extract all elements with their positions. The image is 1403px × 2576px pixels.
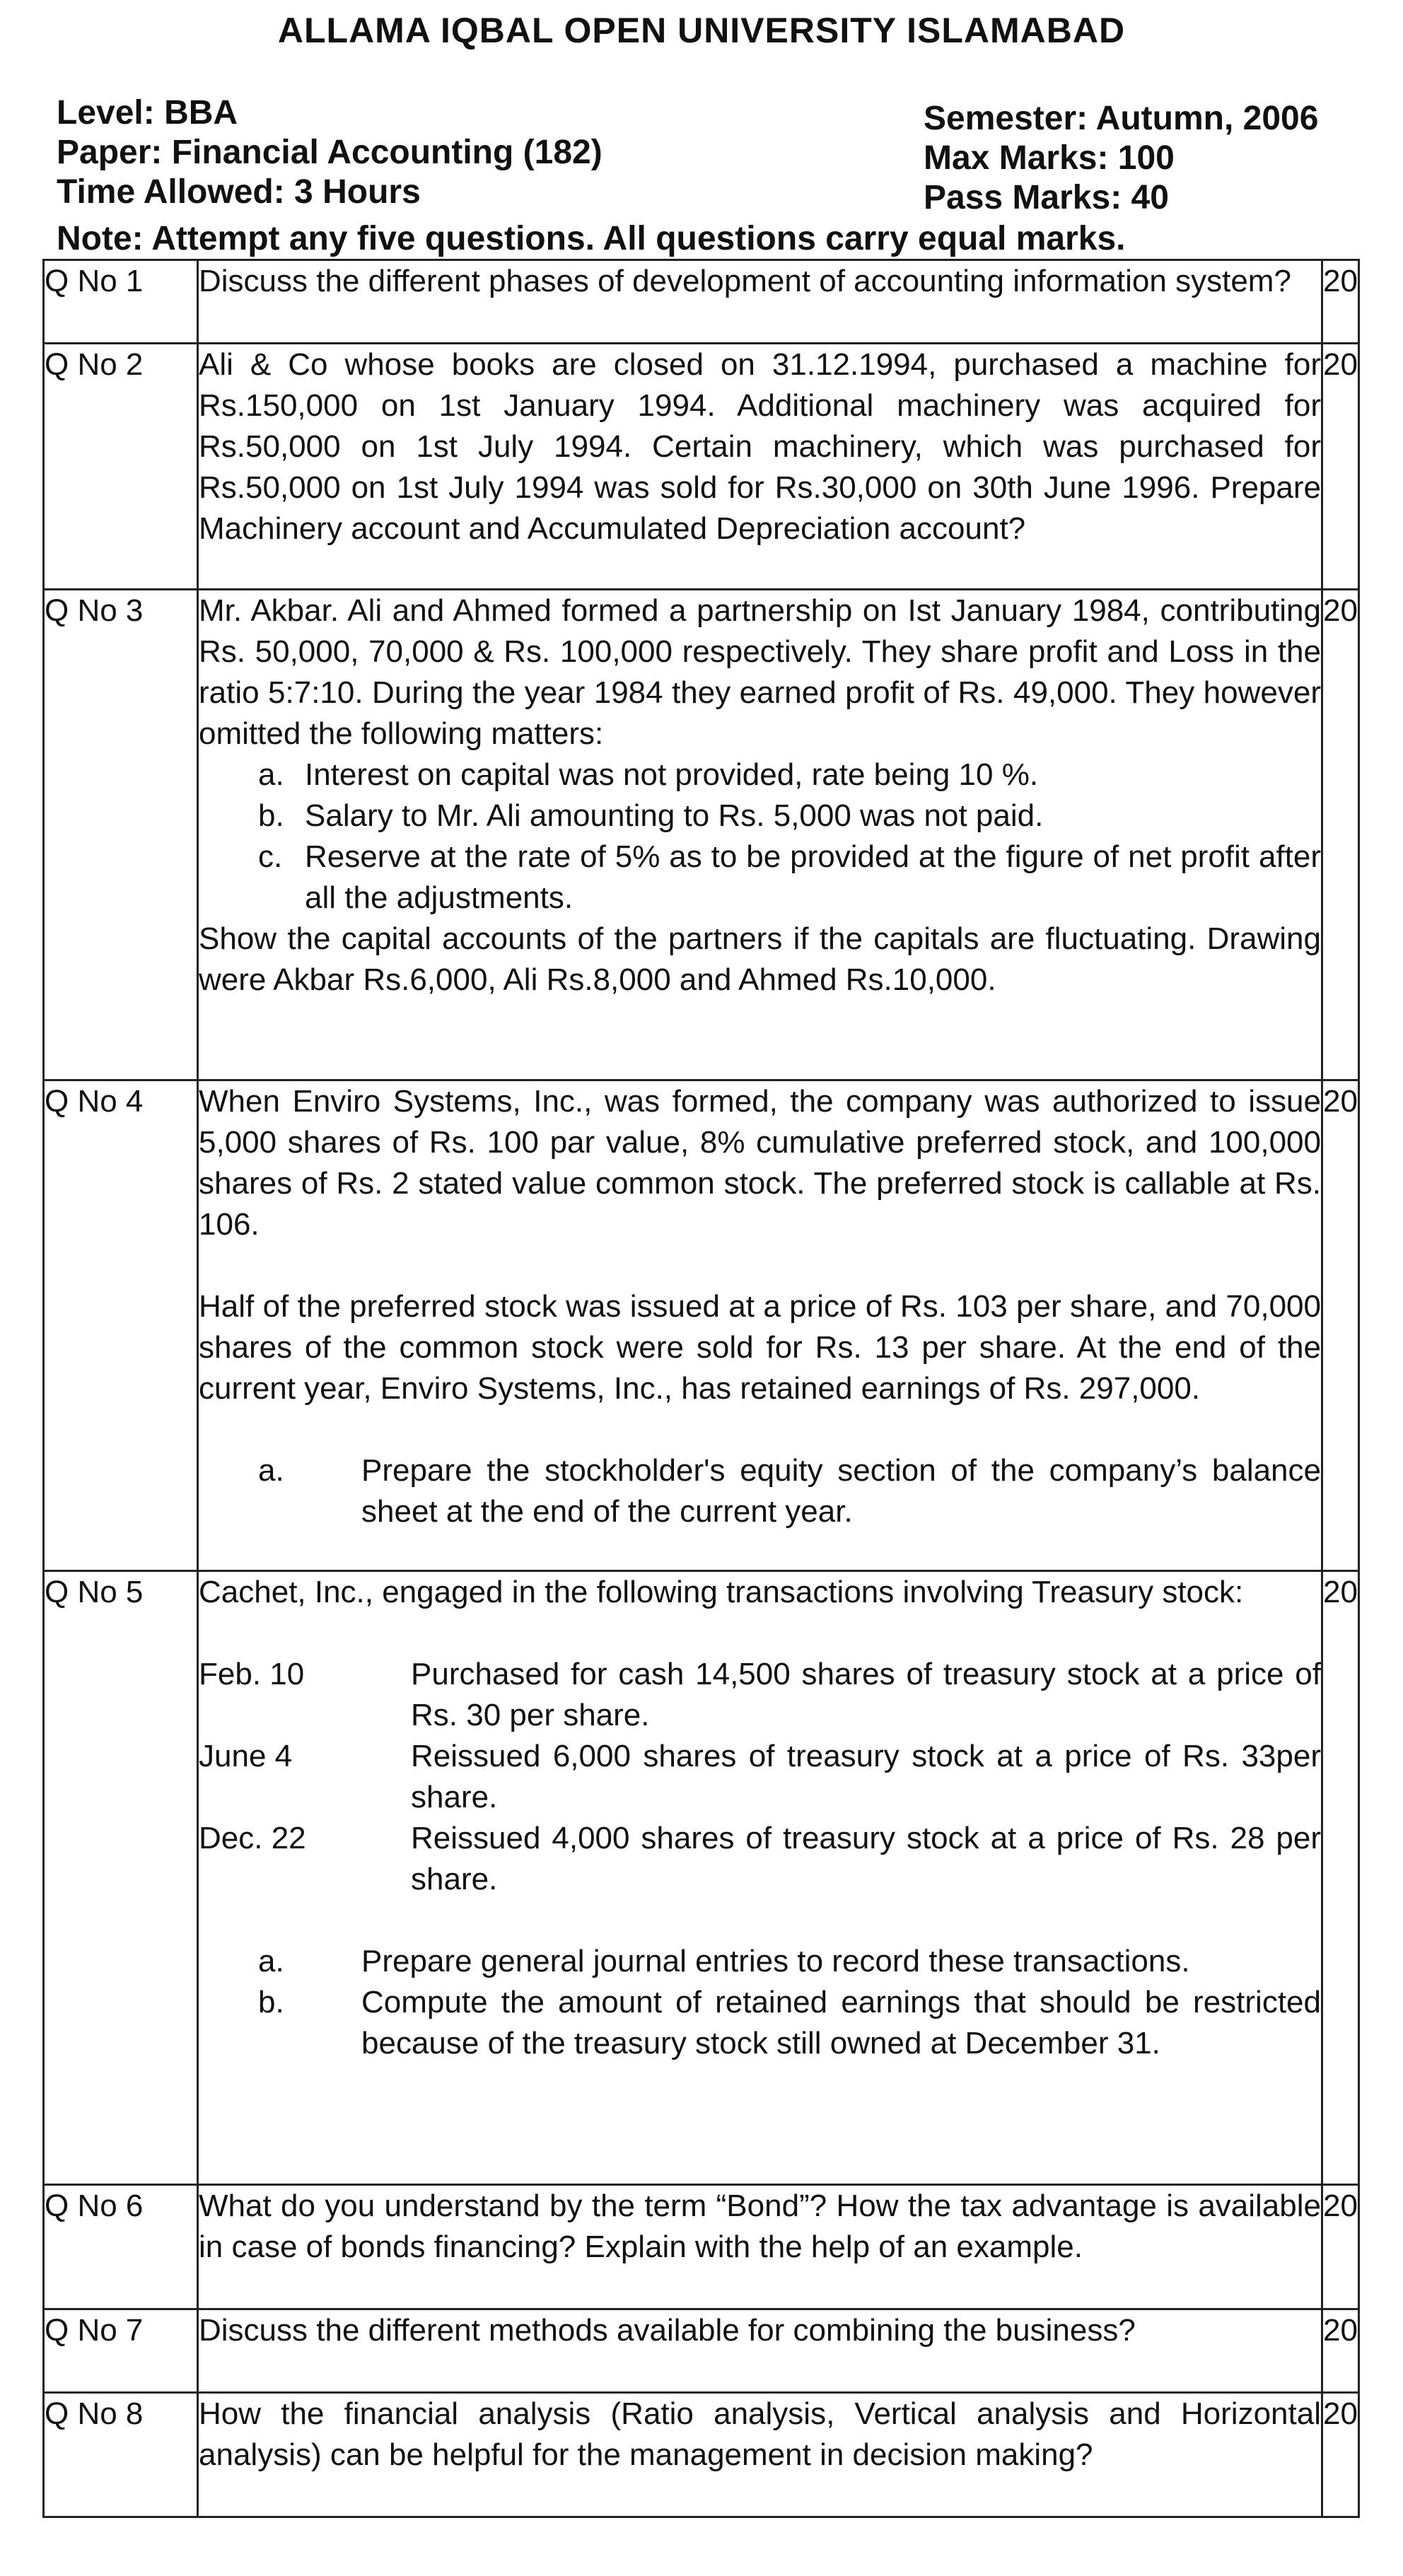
- list-item-text: Interest on capital was not provided, rate being 10 %.: [305, 757, 1039, 792]
- list-item-label: a.: [258, 1453, 284, 1488]
- semester-label: Semester: Autumn, 2006: [924, 100, 1319, 137]
- list-item-label: a.: [258, 1944, 284, 1978]
- question-intro: Mr. Akbar. Ali and Ahmed formed a partnership on Ist January 1984, contributing Rs. 50,000, 70,000 & Rs. 100,000 respectively. They share profit and Loss in the ratio 5:7:10. During the year 1984 they earned profit of Rs. 49,000. They however omitted the following matters:: [199, 593, 1321, 751]
- question-marks: 20: [1322, 344, 1359, 590]
- question-row: [44, 590, 1359, 1080]
- transaction-date: June 4: [199, 1739, 293, 1773]
- question-row: [44, 344, 1359, 590]
- question-outro: Show the capital accounts of the partners if the capitals are fluctuating. Drawing were Akbar Rs.6,000, Ali Rs.8,000 and Ahmed Rs.10,000.: [199, 921, 1321, 997]
- list-item: [199, 795, 1321, 837]
- question-marks: 20: [1322, 2393, 1359, 2517]
- question-marks: 20: [1322, 1080, 1359, 1571]
- university-title: ALLAMA IQBAL OPEN UNIVERSITY ISLAMABAD: [277, 11, 1126, 50]
- sub-question-list: [199, 754, 1321, 919]
- list-item-text: Reserve at the rate of 5% as to be provided at the figure of net profit after all the adjustments.: [305, 839, 1321, 915]
- question-text: [198, 260, 1322, 344]
- questions-table: [42, 259, 1360, 2518]
- question-marks: 20: [1322, 260, 1359, 344]
- question-text: [198, 2309, 1322, 2393]
- question-text: [198, 2393, 1322, 2517]
- list-item-text: Compute the amount of retained earnings that should be restricted because of the treasury stock still owned at December 31.: [361, 1985, 1321, 2061]
- question-paragraph: Discuss the different methods available for combining the business?: [199, 2313, 1136, 2348]
- transaction-text: Purchased for cash 14,500 shares of treasury stock at a price of Rs. 30 per share.: [411, 1657, 1321, 1732]
- question-row: [44, 1080, 1359, 1571]
- question-paragraph: Half of the preferred stock was issued at a price of Rs. 103 per share, and 70,000 shares of the common stock were sold for Rs. 13 per share. At the end of the current year, Enviro Systems, Inc., has retained earnings of Rs. 297,000.: [199, 1289, 1321, 1406]
- list-item-text: Prepare the stockholder's equity section of the company’s balance sheet at the end of the current year.: [361, 1453, 1321, 1529]
- list-item-label: a.: [258, 757, 284, 792]
- question-text: [198, 590, 1322, 1080]
- question-number: Q No 2: [44, 344, 198, 590]
- question-row: [44, 2309, 1359, 2393]
- question-number: Q No 4: [44, 1080, 198, 1571]
- question-row: [44, 2393, 1359, 2517]
- time-allowed-label: Time Allowed: 3 Hours: [57, 173, 421, 211]
- transaction-date: Dec. 22: [199, 1821, 306, 1855]
- exam-info-left: [57, 93, 602, 212]
- list-item: [199, 837, 1321, 919]
- question-number: Q No 7: [44, 2309, 198, 2393]
- question-number: Q No 5: [44, 1571, 198, 2185]
- transaction-date: Feb. 10: [199, 1657, 305, 1691]
- question-paragraph: Ali & Co whose books are closed on 31.12.1994, purchased a machine for Rs.150,000 on 1st January 1994. Additional machinery was acquired for Rs.50,000 on 1st July 1994. Certain machinery, which was purchased for Rs.50,000 on 1st July 1994 was sold for Rs.30,000 on 30th June 1996. Prepare Machinery account and Accumulated Depreciation account?: [199, 347, 1321, 546]
- question-row: [44, 260, 1359, 344]
- paper-label: Paper: Financial Accounting (182): [57, 134, 602, 171]
- question-marks: 20: [1322, 590, 1359, 1080]
- question-text: [198, 1080, 1322, 1571]
- question-marks: 20: [1322, 2185, 1359, 2309]
- list-item-text: Salary to Mr. Ali amounting to Rs. 5,000 was not paid.: [305, 798, 1044, 833]
- transaction-entry: [199, 1818, 1321, 1900]
- list-item: [199, 1941, 1321, 1982]
- question-text: [198, 2185, 1322, 2309]
- transaction-text: Reissued 6,000 shares of treasury stock at a price of Rs. 33per share.: [411, 1739, 1321, 1814]
- question-number: Q No 3: [44, 590, 198, 1080]
- list-item-text: Prepare general journal entries to record these transactions.: [361, 1944, 1190, 1978]
- question-number: Q No 1: [44, 260, 198, 344]
- question-marks: 20: [1322, 1571, 1359, 2185]
- question-marks: 20: [1322, 2309, 1359, 2393]
- question-paragraph: What do you understand by the term “Bond”? How the tax advantage is available in case of bonds financing? Explain with the help of an example.: [199, 2189, 1321, 2264]
- question-number: Q No 6: [44, 2185, 198, 2309]
- instructions-note: Note: Attempt any five questions. All questions carry equal marks.: [57, 220, 1126, 257]
- question-text: [198, 1571, 1322, 2185]
- question-intro: Cachet, Inc., engaged in the following transactions involving Treasury stock:: [199, 1575, 1244, 1609]
- list-item: [199, 754, 1321, 795]
- pass-marks-label: Pass Marks: 40: [924, 179, 1169, 216]
- transaction-entry: [199, 1736, 1321, 1818]
- question-number: Q No 8: [44, 2393, 198, 2517]
- transaction-text: Reissued 4,000 shares of treasury stock at a price of Rs. 28 per share.: [411, 1821, 1321, 1896]
- level-label: Level: BBA: [57, 94, 238, 132]
- list-item-label: b.: [258, 798, 284, 833]
- question-paragraph: Discuss the different phases of development of accounting information system?: [199, 264, 1291, 298]
- list-item: [199, 1982, 1321, 2064]
- question-paragraph: How the financial analysis (Ratio analysis, Vertical analysis and Horizontal analysis) can be helpful for the management in decision making?: [199, 2396, 1321, 2472]
- question-row: [44, 2185, 1359, 2309]
- exam-info-right: [924, 99, 1318, 218]
- list-item-label: b.: [258, 1985, 284, 2020]
- list-item-label: c.: [258, 839, 283, 874]
- question-paragraph: When Enviro Systems, Inc., was formed, the company was authorized to issue 5,000 shares of Rs. 100 par value, 8% cumulative preferred stock, and 100,000 shares of Rs. 2 stated value common stock. The preferred stock is callable at Rs. 106.: [199, 1084, 1321, 1242]
- question-text: [198, 344, 1322, 590]
- max-marks-label: Max Marks: 100: [924, 139, 1175, 177]
- list-item: [199, 1450, 1321, 1532]
- transaction-entry: [199, 1654, 1321, 1736]
- question-row: [44, 1571, 1359, 2185]
